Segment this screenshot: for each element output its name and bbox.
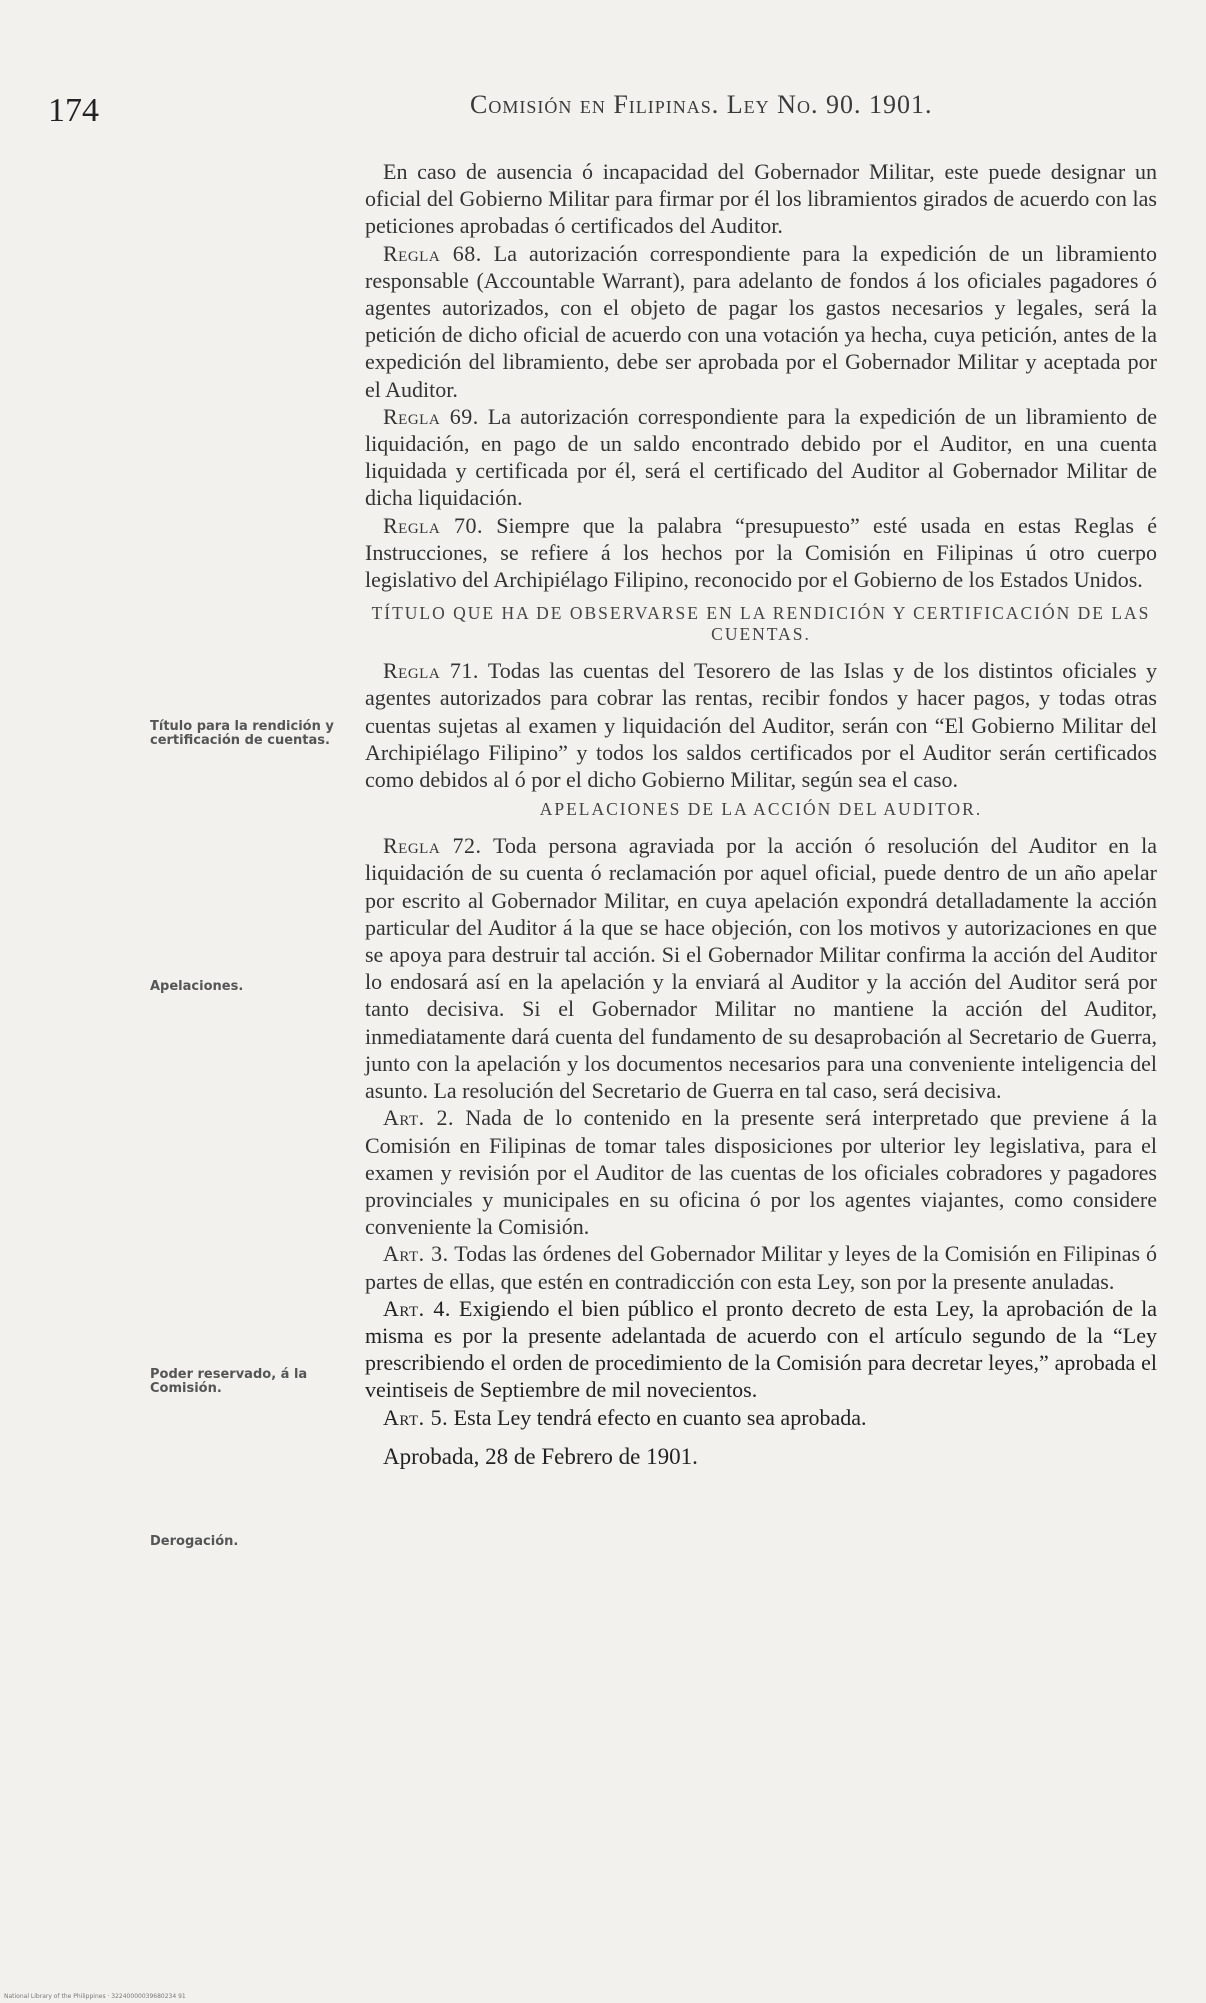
articulo-2-label: Art. 2.: [383, 1105, 454, 1131]
paragraph-articulo-3: [365, 1240, 1157, 1294]
margin-note-titulo: Título para la rendición y certificación de cuentas.: [150, 719, 334, 748]
paragraph-articulo-4: [365, 1295, 1157, 1404]
regla-72-label: Regla 72.: [383, 833, 482, 859]
regla-71-label: Regla 71.: [383, 658, 479, 684]
margin-note-poder: Poder reservado, á la Comisión.: [150, 1367, 308, 1396]
page-number: 174: [48, 92, 99, 129]
margin-note-apelaciones: Apelaciones.: [150, 979, 244, 994]
articulo-4-text: Exigiendo el bien público el pronto decreto de esta Ley, la aprobación de la misma es por la presente adelantada de acuerdo con el artículo segundo de la “Ley prescribiendo el orden de procedimiento de la Comisión para decretar leyes,” aprobada el veintiseis de Septiembre de mil novecientos.: [365, 1295, 1158, 1403]
regla-69-text: La autorización correspondiente para la expedición de un libramiento de liquidación, en pago de un saldo encontrado debido por el Auditor, en una cuenta liquidada y certificada por él, será el certificado del Auditor al Gobernador Militar de dicha liquidación.: [365, 403, 1158, 511]
paragraph-regla-71: [365, 657, 1157, 793]
regla-72-text: Toda persona agraviada por la acción ó resolución del Auditor en la liquidación de su cuenta ó reclamación por aquel oficial, puede dentro de un año apelar por escrito al Gobernador Militar, en cuya apelación expondrá detalladamente la acción particular del Auditor á la que se hace objeción, con los motivos y autorizaciones en que se apoya para destruir tal acción. Si el Gobernador Militar confirma la acción del Auditor lo endosará así en la apelación y la enviará al Auditor y la acción del Auditor será por tanto decisiva. Si el Gobernador Militar no mantiene la acción del Auditor, inmediatamente dará cuenta del fundamento de su desaprobación al Secretario de Guerra, junto con la apelación y los documentos necesarios para una conveniente inteligencia del asunto. La resolución del Secretario de Guerra en tal caso, será decisiva.: [365, 833, 1158, 1104]
paragraph-regla-68: [365, 240, 1157, 403]
regla-70-text: Siempre que la palabra “presupuesto” esté usada en estas Reglas é Instrucciones, se refiere á los hechos por la Comisión en Filipinas ú otro cuerpo legislativo del Archipiélago Filipino, reconocido por el Gobierno de los Estados Unidos.: [365, 512, 1157, 593]
paragraph-regla-72: [365, 832, 1157, 1104]
regla-68-text: La autorización correspondiente para la expedición de un libramiento responsable (Accountable Warrant), para adelanto de fondos á los oficiales pagadores ó agentes autorizados, con el objeto de pagar los gastos necesarios y legales, será la petición de dicho oficial de acuerdo con una votación ya hecha, cuya petición, antes de la expedición del libramiento, debe ser aprobada por el Gobernador Militar y aceptada por el Auditor.: [365, 240, 1157, 402]
paragraph-regla-69: [365, 403, 1157, 512]
paragraph-articulo-2: [365, 1104, 1157, 1240]
paragraph-articulo-5: [365, 1404, 1157, 1431]
footer-stamp: National Library of the Philippines · 32240000039680234 91: [4, 1993, 186, 2000]
articulo-4-label: Art. 4.: [383, 1295, 451, 1321]
heading-apelaciones: APELACIONES DE LA ACCIÓN DEL AUDITOR.: [539, 799, 983, 820]
regla-70-label: Regla 70.: [383, 512, 483, 538]
articulo-2-text: Nada de lo contenido en la presente será interpretado que previene á la Comisión en Filipinas de tomar tales disposiciones por ulterior ley legislativa, para el examen y revisión por el Auditor de las cuentas de los oficiales cobradores y pagadores provinciales y municipales en su oficina ó por los agentes viajantes, como considere conveniente la Comisión.: [365, 1105, 1158, 1240]
regla-71-text: Todas las cuentas del Tesorero de las Islas y de los distintos oficiales y agentes autorizados para cobrar las rentas, recibir fondos y hacer pagos, y todas otras cuentas sujetas al examen y liquidación del Auditor, serán con “El Gobierno Militar del Archipiélago Filipino” y todos los saldos certificados por el Auditor serán certificados como debidos al ó por el dicho Gobierno Militar, según sea el caso.: [365, 658, 1158, 793]
approval-line: Aprobada, 28 de Febrero de 1901.: [383, 1443, 698, 1469]
articulo-5-text: Esta Ley tendrá efecto en cuanto sea aprobada.: [453, 1404, 867, 1430]
regla-68-label: Regla 68.: [383, 240, 482, 266]
articulo-3-text: Todas las órdenes del Gobernador Militar y leyes de la Comisión en Filipinas ó partes de ellas, que estén en contradicción con esta Ley, son por la presente anuladas.: [365, 1241, 1158, 1294]
paragraph-intro: En caso de ausencia ó incapacidad del Gobernador Militar, este puede designar un oficial del Gobierno Militar para firmar por él los libramientos girados de acuerdo con las peticiones aprobadas ó certificados del Auditor.: [365, 159, 1157, 239]
running-head: Comisión en Filipinas. Ley No. 90. 1901.: [470, 90, 933, 119]
articulo-5-label: Art. 5.: [383, 1404, 449, 1430]
heading-titulo: TÍTULO QUE HA DE OBSERVARSE EN LA RENDICIÓN Y CERTIFICACIÓN DE LAS CUENTAS.: [371, 603, 1151, 645]
margin-note-derogacion: Derogación.: [150, 1534, 239, 1549]
text-column: [365, 158, 1157, 1470]
paragraph-regla-70: [365, 512, 1157, 594]
regla-69-label: Regla 69.: [383, 403, 479, 429]
articulo-3-label: Art. 3.: [383, 1241, 449, 1267]
